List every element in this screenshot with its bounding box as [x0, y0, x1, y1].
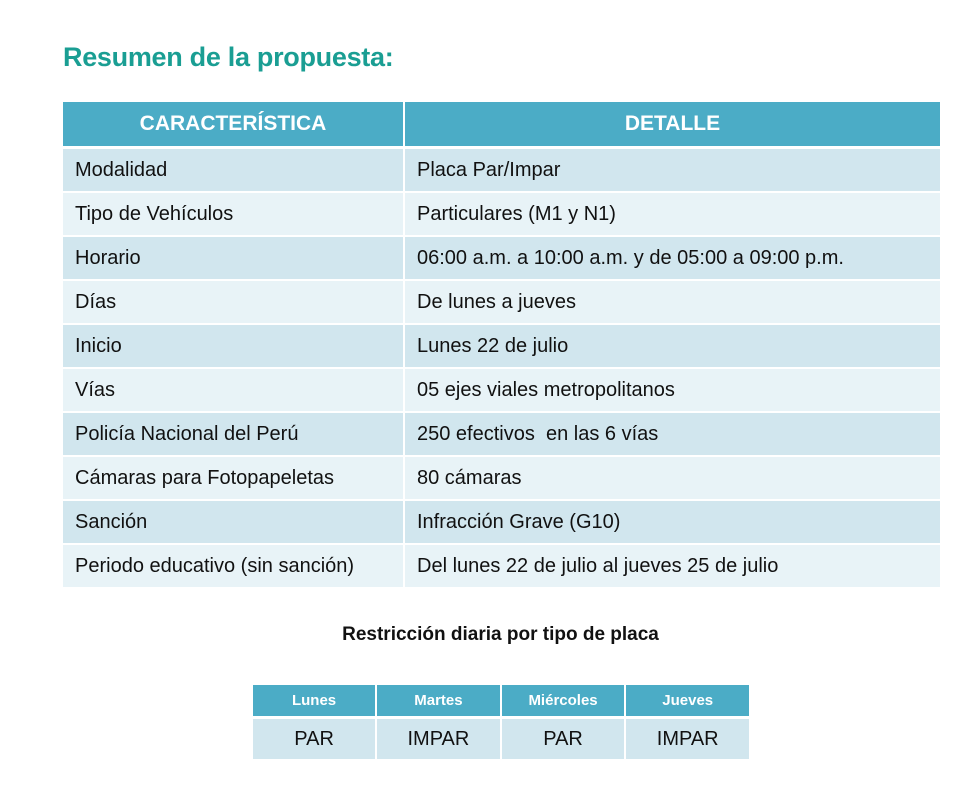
- row-value: 06:00 a.m. a 10:00 a.m. y de 05:00 a 09:00 p.m.: [404, 236, 940, 280]
- table-row: [63, 148, 940, 193]
- row-label: Sanción: [63, 500, 404, 544]
- table-row: [63, 368, 940, 412]
- row-label: Horario: [63, 236, 404, 280]
- row-value: 05 ejes viales metropolitanos: [404, 368, 940, 412]
- header-detalle: DETALLE: [404, 102, 940, 148]
- row-label: Inicio: [63, 324, 404, 368]
- table-row: [63, 456, 940, 500]
- table-row: [63, 192, 940, 236]
- row-value: Particulares (M1 y N1): [404, 192, 940, 236]
- restriction-title: Restricción diaria por tipo de placa: [342, 624, 659, 645]
- row-value: Del lunes 22 de julio al jueves 25 de julio: [404, 544, 940, 588]
- plate-value-lunes: PAR: [253, 718, 376, 760]
- row-value: Placa Par/Impar: [404, 148, 940, 193]
- table-row: [63, 412, 940, 456]
- header-caracteristica: CARACTERÍSTICA: [63, 102, 404, 148]
- day-header-jueves: Jueves: [625, 685, 749, 718]
- table-row: [63, 544, 940, 588]
- row-value: De lunes a jueves: [404, 280, 940, 324]
- row-label: Tipo de Vehículos: [63, 192, 404, 236]
- summary-header-row: [63, 102, 940, 148]
- restriction-header-row: [253, 685, 749, 718]
- day-header-martes: Martes: [376, 685, 501, 718]
- row-value: 250 efectivos en las 6 vías: [404, 412, 940, 456]
- row-value: 80 cámaras: [404, 456, 940, 500]
- table-row: [63, 500, 940, 544]
- row-label: Policía Nacional del Perú: [63, 412, 404, 456]
- day-header-miercoles: Miércoles: [501, 685, 626, 718]
- plate-value-martes: IMPAR: [376, 718, 501, 760]
- page-title: Resumen de la propuesta:: [63, 42, 394, 72]
- row-label: Vías: [63, 368, 404, 412]
- day-header-lunes: Lunes: [253, 685, 376, 718]
- row-value: Infracción Grave (G10): [404, 500, 940, 544]
- row-label: Periodo educativo (sin sanción): [63, 544, 404, 588]
- row-label: Días: [63, 280, 404, 324]
- table-row: [63, 236, 940, 280]
- restriction-table: [253, 685, 749, 759]
- summary-table: [63, 102, 940, 589]
- plate-value-miercoles: PAR: [501, 718, 626, 760]
- row-label: Cámaras para Fotopapeletas: [63, 456, 404, 500]
- table-row: [63, 324, 940, 368]
- restriction-values-row: [253, 718, 749, 760]
- table-row: [63, 280, 940, 324]
- row-label: Modalidad: [63, 148, 404, 193]
- row-value: Lunes 22 de julio: [404, 324, 940, 368]
- plate-value-jueves: IMPAR: [625, 718, 749, 760]
